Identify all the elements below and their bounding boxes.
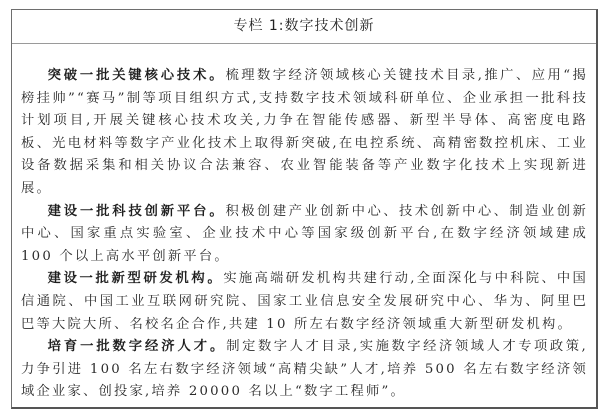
paragraph-text: 实施高端研发机构共建行动,全面深化与中科院、中国信通院、中国工业互联网研究院、国家工业信息安全发展研究中心、华为、阿里巴巴等大院大所、名校名企合作,共建 10 所左右数字经济领域重大新型研发机构。 xyxy=(21,271,588,332)
paragraph-research-institutions xyxy=(21,268,588,336)
paragraph-lead: 培育一批数字经济人才。 xyxy=(47,339,227,355)
sidebar-box xyxy=(11,9,598,409)
box-title: 专栏 1:数字技术创新 xyxy=(12,10,596,44)
paragraph-text: 积极创建产业创新中心、技术创新中心、制造业创新中心、国家重点实验室、企业技术中心等国家级创新平台,在数字经济领域建成 100 个以上高水平创新平台。 xyxy=(21,203,588,264)
paragraph-core-technology xyxy=(21,65,588,201)
paragraph-text: 梳理数字经济领域核心关键技术目录,推广、应用“揭榜挂帅”“赛马”制等项目组织方式,支持数字技术领域科研单位、企业承担一批科技计划项目,开展关键核心技术攻关,力争在智能传感器、新型半导体、高密度电路板、光电材料等数字产业化技术上取得新突破,在电控系统、高精密数控机床、工业设备数据采集和相关协议合法兼容、农业智能装备等产业数字化技术上实现新进展。 xyxy=(21,68,588,196)
paragraph-text: 制定数字人才目录,实施数字经济领域人才专项政策,力争引进 100 名左右数字经济领域“高精尖缺”人才,培养 500 名左右数字经济领域企业家、创投家,培养 20000 名以上“数字工程师”。 xyxy=(21,339,588,400)
paragraph-lead: 突破一批关键核心技术。 xyxy=(47,68,226,83)
paragraph-lead: 建设一批新型研发机构。 xyxy=(47,271,224,287)
paragraph-talent xyxy=(21,336,588,404)
box-body xyxy=(21,65,588,404)
paragraph-lead: 建设一批科技创新平台。 xyxy=(47,203,226,219)
paragraph-innovation-platform xyxy=(21,201,588,269)
